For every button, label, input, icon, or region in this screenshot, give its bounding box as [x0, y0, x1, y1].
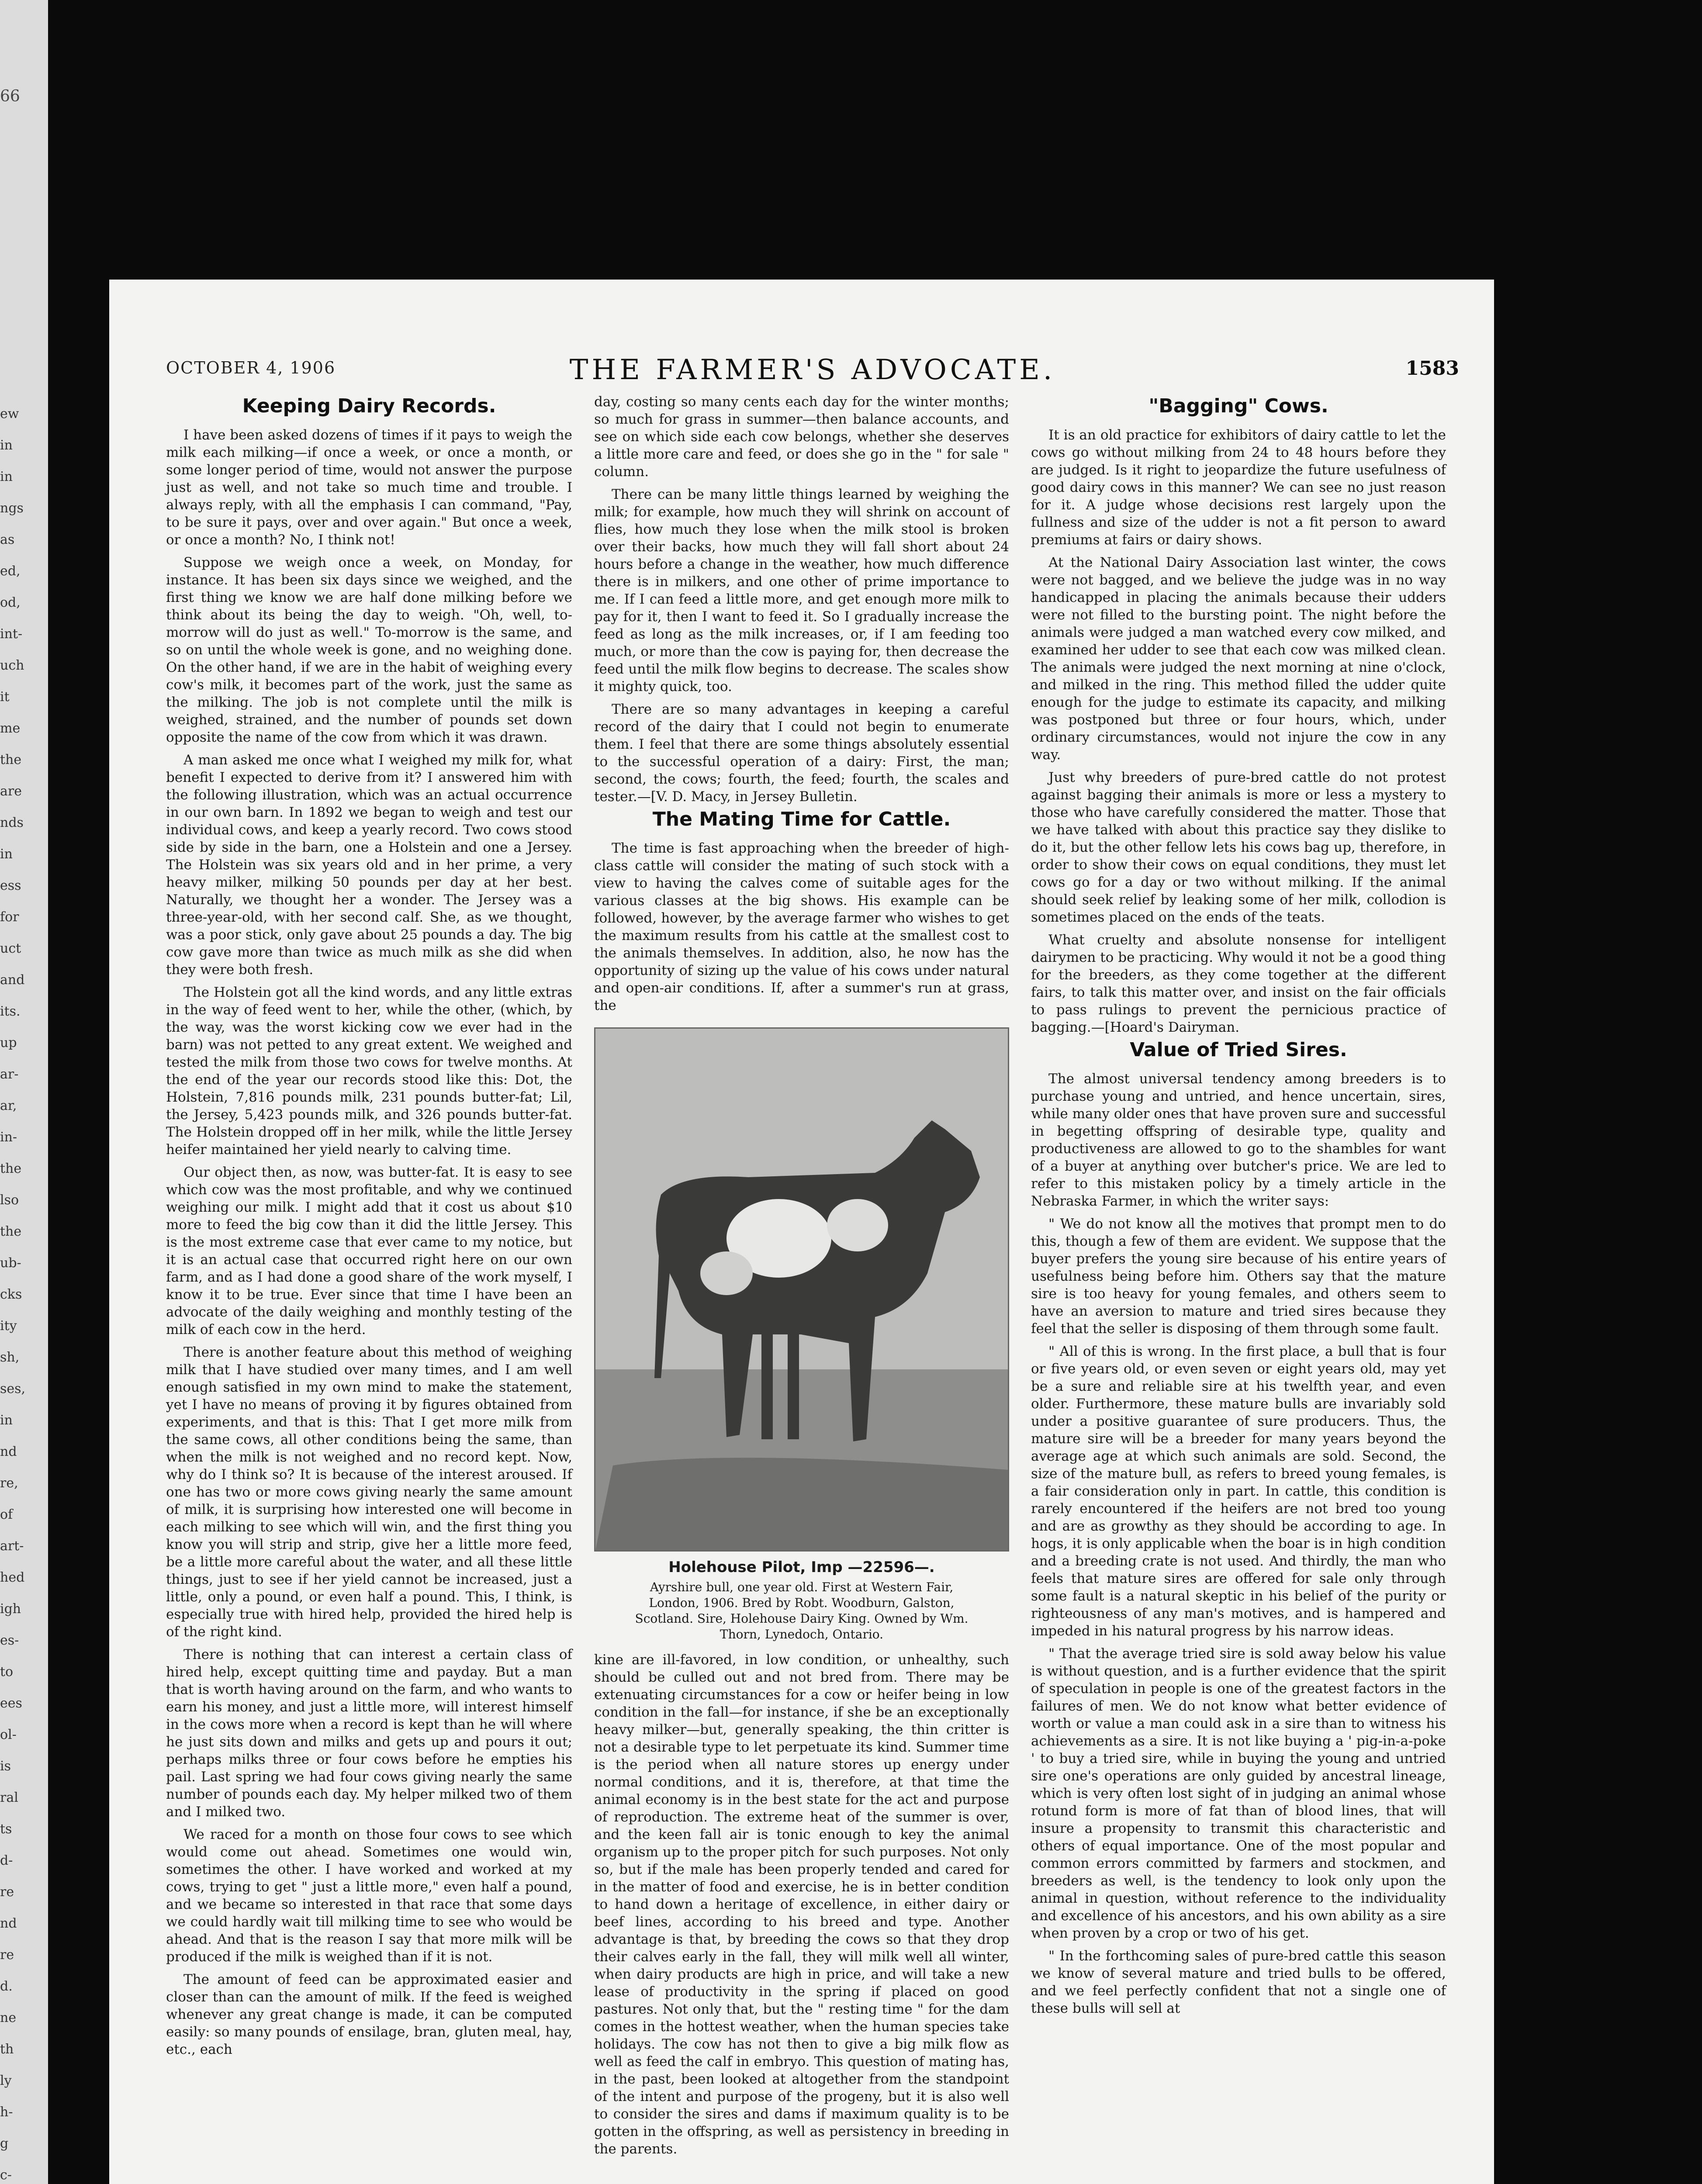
figure-caption-text: Ayrshire bull, one year old. First at Western Fair, London, 1906. Bred by Robt. Woodburn, Galston, Scotland. Sire, Holehouse Dairy King. Owned by Wm. Thorn, Lynedoch, Ontario.: [635, 1580, 969, 1641]
previous-page-fragment: the: [0, 1224, 22, 1239]
previous-page-fragment: ub-: [0, 1255, 21, 1271]
paragraph: " That the average tried sire is sold away below his value is without question, and is a further evidence that the spirit of speculation in people is one of the greatest factors in the failures of men. We do not know what better evidence of worth or value a man could ask in a sire than to witness his achievements as a sire. It is not like buying a ' pig-in-a-poke ' to buy a tried sire, while in buying the young and untried sire one's operations are only guided by ancestral lineage, which is very often lost sight of in judging an animal whose rotund form is more of fat than of blood lines, that will insure a propensity to transmit this characteristic and others of equal importance. One of the most popular and common errors committed by farmers and stockmen, and breeders as well, is the tendency to look only upon the animal in question, without reference to the individuality and excellence of his ancestors, and his own ability as a sire when proven by a crop or two of his get.: [1031, 1646, 1446, 1941]
previous-page-fragment: it: [0, 689, 10, 705]
paragraph: " We do not know all the motives that prompt men to do this, though a few of them are evident. We suppose that the buyer prefers the young sire because of his entire years of usefulness being before him. Others say that the mature sire is too heavy for young females, and others seem to have an aversion to mature and tried sires because they feel that the seller is disposing of them through some fault.: [1031, 1216, 1446, 1337]
paragraph: At the National Dairy Association last winter, the cows were not bagged, and we believe the judge was in no way handicapped in placing the animals because their udders were not filled to the bursting point. The night before the animals were judged a man watched every cow milked, and examined her udder to see that each cow was milked clean. The animals were judged the next morning at nine o'clock, and milked in the ring. This method filled the udder quite enough for the judge to estimate its capacity, and milking was postponed but three or four hours, which, under ordinary circumstances, would not injure the cow in any way.: [1031, 555, 1446, 763]
article-body: [1031, 1070, 1446, 2017]
previous-page-fragment: re: [0, 1884, 14, 1900]
previous-page-fragment: g: [0, 2136, 9, 2151]
article-body: [594, 1651, 1009, 2158]
paragraph: The Holstein got all the kind words, and any little extras in the way of feed went to her, while the other, (which, by the way, was the worst kicking cow we ever had in the barn) was not petted to any great extent. We weighed and tested the milk from those two cows for twelve months. At the end of the year our records stood like this: Dot, the Holstein, 7,816 pounds milk, 231 pounds butter-fat; Lil, the Jersey, 5,423 pounds milk, and 326 pounds butter-fat. The Holstein dropped off in her milk, while the little Jersey heifer maintained her yield nearly to calving time.: [166, 985, 572, 1158]
bull-photograph: [594, 1027, 1009, 1552]
paragraph: There are so many advantages in keeping a careful record of the dairy that I could not begin to enumerate them. I feel that there are some things absolutely essential to the successful operation of a dairy: First, the man; second, the cows; fourth, the feed; fourth, the scales and tester.—[V. D. Macy, in Jersey Bulletin.: [594, 702, 1009, 805]
article-heading-bagging-cows: "Bagging" Cows.: [1149, 395, 1328, 417]
previous-page-fragment: ol-: [0, 1727, 17, 1742]
previous-page-fragment: nd: [0, 1916, 17, 1931]
previous-page-fragment: ar,: [0, 1098, 17, 1113]
previous-page-fragment: ar-: [0, 1067, 19, 1082]
previous-page-fragment: the: [0, 1161, 22, 1176]
previous-page-fragment: in: [0, 469, 13, 484]
article-continuation: [594, 393, 1009, 805]
previous-page-fragment: hed: [0, 1570, 25, 1585]
paragraph: The amount of feed can be approximated easier and closer than can the amount of milk. If the feed is weighed whenever any great change is made, it can be computed easily: so many pounds of ensilage, bran, gluten meal, hay, etc., each: [166, 1972, 572, 2057]
figure: [594, 1027, 1009, 1642]
previous-page-fragment: are: [0, 784, 22, 799]
previous-page-fragment: me: [0, 721, 21, 736]
previous-page-fragment: as: [0, 532, 15, 547]
article-body: [594, 840, 1009, 1014]
previous-page-fragment: nd: [0, 1444, 17, 1459]
paragraph: Just why breeders of pure-bred cattle do not protest against bagging their animals is more or less a mystery to those who have carefully considered the matter. Those that we have talked with about this practice say they dislike to do it, but the other fellow lets his cows bag up, therefore, in order to show their cows on equal conditions, they must let cows go for a day or two without milking. If the animal should seek relief by leaking some of her milk, collodion is sometimes placed on the ends of the teats.: [1031, 770, 1446, 925]
page-number: 1583: [1405, 357, 1459, 380]
previous-page-fragment: h-: [0, 2105, 13, 2120]
previous-page-fragment: re,: [0, 1476, 18, 1491]
column-1: [166, 393, 572, 2184]
paragraph: I have been asked dozens of times if it pays to weigh the milk each milking—if once a week, or once a month, or some longer period of time, would not answer the purpose just as well, and not take so much time and trouble. I always reply, with all the emphasis I can command, "Pay, to be sure it pays, over and over again." But once a week, or once a month? No, I think not!: [166, 427, 572, 548]
paragraph: Our object then, as now, was butter-fat. It is easy to see which cow was the most profitable, and why we continued weighing our milk. I might add that it cost us about $10 more to feed the big cow than it did the little Jersey. This is the most extreme case that ever came to my notice, but it is an actual case that occurred right here on our own farm, and as I had done a good share of the work myself, I know it to be true. Ever since that time I have been an advocate of the daily weighing and monthly testing of the milk of each cow in the herd.: [166, 1165, 572, 1337]
previous-page-fragment: cks: [0, 1287, 22, 1302]
previous-page-fragment: d-: [0, 1853, 13, 1868]
previous-page-fragment: for: [0, 909, 19, 925]
article-heading-keeping-dairy-records: Keeping Dairy Records.: [242, 395, 496, 417]
paragraph: A man asked me once what I weighed my milk for, what benefit I expected to derive from it? I answered him with the following illustration, which was an actual occurrence in our own barn. In 1892 we began to weigh and test our individual cows, and keep a yearly record. Two cows stood side by side in the barn, one a Holstein and one a Jersey. The Holstein was six years old and in her prime, a very heavy milker, milking 50 pounds per day at her best. Naturally, we thought her a wonder. The Jersey was a three-year-old, with her second calf. She, as we thought, was a poor stick, only gave about 25 pounds a day. The big cow gave more than twice as much milk as she did when they were both fresh.: [166, 752, 572, 978]
paragraph: It is an old practice for exhibitors of dairy cattle to let the cows go without milking from 24 to 48 hours before they are judged. Is it right to jeopardize the future usefulness of good dairy cows in this manner? We can see no just reason for it. A judge whose decisions rest largely upon the fullness and size of the udder is not a fit person to award premiums at fairs or dairy shows.: [1031, 427, 1446, 548]
previous-page-fragment: igh: [0, 1601, 21, 1617]
previous-page-fragment: c-: [0, 2167, 12, 2183]
previous-page-fragment: is: [0, 1759, 11, 1774]
previous-page-fragment: in: [0, 438, 13, 453]
previous-page-fragment: ne: [0, 2010, 17, 2025]
paragraph: day, costing so many cents each day for the winter months; so much for grass in summer—then balance accounts, and see on which side each cow belongs, whether she deserves a little more care and feed, or does she go in the " for sale " column.: [594, 394, 1009, 480]
paragraph: There is nothing that can interest a certain class of hired help, except quitting time and payday. But a man that is worth having around on the farm, and who wants to earn his money, and just a little more, will interest himself in the cows more when a record is kept than he will where he just sits down and milks and gets up and pours it out; perhaps milks three or four cows before he empties his pail. Last spring we had four cows giving nearly the same number of pounds each day. My helper milked two of them and I milked two.: [166, 1647, 572, 1820]
previous-page-fragment: ity: [0, 1318, 17, 1334]
previous-page-fragment: uch: [0, 658, 24, 673]
paragraph: We raced for a month on those four cows to see which would come out ahead. Sometimes one would win, sometimes the other. I have worked and worked at my cows, trying to get " just a little more," even half a pound, and we became so interested in that race that some days we could hardly wait till milking time to see who would be ahead. And that is the reason I say that more milk will be produced if the milk is weighed than if it is not.: [166, 1827, 572, 1965]
previous-page-fragment: int-: [0, 626, 23, 642]
previous-page-fragment: lso: [0, 1192, 19, 1208]
article-heading-value-of-tried-sires: Value of Tried Sires.: [1130, 1039, 1347, 1061]
paragraph: " In the forthcoming sales of pure-bred cattle this season we know of several mature and tried bulls to be offered, and we feel perfectly confident that not a single one of these bulls will sell at: [1031, 1948, 1446, 2016]
previous-page-fragment: the: [0, 752, 22, 767]
paragraph: What cruelty and absolute nonsense for intelligent dairymen to be practicing. Why would it not be a good thing for the breeders, as they come together at the different fairs, to talk this matter over, and insist on the fair officials to pass rulings to prevent the pernicious practice of bagging.—[Hoard's Dairyman.: [1031, 932, 1446, 1035]
paragraph: kine are ill-favored, in low condition, or unhealthy, such should be culled out and not bred from. There may be extenuating circumstances for a cow or heifer being in low condition in the fall—for instance, if she be an exceptionally heavy milker—but, generally speaking, the thin critter is not a desirable type to let perpetuate its kind. Summer time is the period when all nature stores up energy under normal conditions, and it is, therefore, at that time the animal economy is in the best state for the act and purpose of reproduction. The extreme heat of the summer is over, and the keen fall air is tonic enough to key the animal organism up to the proper pitch for such purposes. Not only so, but if the male has been properly tended and cared for in the matter of food and exercise, he is in better condition to hand down a heritage of excellence, in either dairy or beef lines, according to his breed and type. Another advantage is that, by breeding the cows so that they drop their calves early in the fall, they will milk well all winter, when dairy products are high in price, and will take a new lease of productivity in the spring if placed on good pastures. Not only that, but the " resting time " for the dam comes in the hottest weather, when the human species take holidays. The cow has not then to give a big milk flow as well as feed the calf in embryo. This question of mating has, in the past, been looked at altogether from the standpoint of the intent and purpose of the progeny, but it is also well to consider the sires and dams if maximum quality is to be gotten in the offspring, as well as persistency in breeding in the parents.: [594, 1652, 1009, 2157]
previous-page-fragment: od,: [0, 595, 21, 610]
previous-page-fragment: ly: [0, 2073, 12, 2088]
previous-page-fragment: d.: [0, 1979, 13, 1994]
paragraph: There is another feature about this method of weighing milk that I have studied over many times, and I am well enough satisfied in my own mind to make the statement, yet I have no means of proving it by figures obtained from experiments, and that is this: That I get more milk from the same cows, all other conditions being the same, than when the milk is not weighed and no record kept. Now, why do I think so? It is because of the interest aroused. If one has two or more cows giving nearly the same amount of milk, it is surprising how interested one will become in each milking to see which will win, and the first thing you know you will strip and strip, give her a little more feed, be a little more careful about the water, and all these little things, just to see if her yield cannot be increased, just a little, only a pound, or even half a pound. This, I think, is especially true with hired help, provided the hired help is of the right kind.: [166, 1344, 572, 1640]
previous-page-fragment: up: [0, 1035, 17, 1051]
page-header: [166, 354, 1459, 384]
paragraph: " All of this is wrong. In the first place, a bull that is four or five years old, or even seven or eight years old, may yet be a sure and reliable sire at his twelfth year, and even older. Furthermore, these mature bulls are invariably sold under a positive guarantee of sure producers. Thus, the mature sire will be a breeder for many years beyond the average age at which such animals are sold. Second, the size of the mature bull, as refers to breed young females, is a fair consideration only in part. In cattle, this condition is rarely encountered if the heifers are not bred too young and are as growthy as they should be according to age. In hogs, it is only applicable when the boar is in high condition and a breeding crate is not used. And thirdly, the man who feels that mature sires are offered for sale only through some fault is a natural skeptic in his belief of the purity or righteousness of any man's motives, and is hampered and impeded in his natural progress by his narrow ideas.: [1031, 1344, 1446, 1639]
article-body: [166, 426, 572, 2058]
previous-page-fragment: nds: [0, 815, 24, 830]
previous-page-fragment: ew: [0, 406, 19, 422]
previous-page-fragment: ess: [0, 878, 21, 893]
previous-page-fragment: ees: [0, 1696, 22, 1711]
previous-page-fragment: ts: [0, 1821, 12, 1837]
previous-page-fragment: its.: [0, 1004, 21, 1019]
paragraph: The time is fast approaching when the breeder of high-class cattle will consider the mating of such stock with a view to having the calves come of suitable ages for the various classes at the big shows. His example can be followed, however, by the average farmer who wishes to get the maximum results from his cattle at the smallest cost to the animals themselves. In addition, also, he now has the opportunity of sizing up the value of his cows under natural and open-air conditions. If, after a summer's run at grass, the: [594, 840, 1009, 1013]
previous-page-fragment: ral: [0, 1790, 18, 1805]
previous-page-fragment: sh,: [0, 1350, 20, 1365]
paragraph: There can be many little things learned by weighing the milk; for example, how much they will shrink on account of flies, how much they lose when the milk stool is broken over their backs, how much they will fall short about 24 hours before a change in the weather, how much difference there is in milkers, and one other of prime importance to me. If I can feed a little more, and get enough more milk to pay for it, then I want to feed it. So I gradually increase the feed as long as the milk increases, or, if I am feeding too much, or more than the cow is paying for, then decrease the feed until the milk flow begins to decrease. The scales show it mighty quick, too.: [594, 487, 1009, 695]
previous-page-fragment: th: [0, 2042, 14, 2057]
previous-page-fragment: in: [0, 1413, 13, 1428]
previous-page-fragment: es-: [0, 1633, 19, 1648]
previous-page-fragment: ses,: [0, 1381, 26, 1396]
article-body: [1031, 426, 1446, 1036]
previous-page-fragment: in: [0, 847, 13, 862]
previous-page-fragment: re: [0, 1947, 14, 1963]
previous-page-fragment: of: [0, 1507, 13, 1522]
article-heading-mating-time: The Mating Time for Cattle.: [652, 808, 951, 830]
previous-page-fragment: to: [0, 1664, 14, 1679]
newspaper-page: [109, 280, 1494, 2184]
previous-page-fragment: in-: [0, 1130, 17, 1145]
column-2: [594, 393, 1009, 2184]
previous-page-folio: 66: [0, 87, 20, 105]
previous-page-fragment: uct: [0, 941, 21, 956]
paragraph: The almost universal tendency among breeders is to purchase young and untried, and hence uncertain, sires, while many older ones that have proven sure and successful in begetting offspring of desirable type, quality and productiveness are allowed to go to the shambles for want of a buyer at anything over butcher's price. We are led to refer to this mistaken policy by a timely article in the Nebraska Farmer, in which the writer says:: [1031, 1071, 1446, 1209]
previous-page-fragment: ngs: [0, 501, 24, 516]
previous-page-fragment: and: [0, 972, 25, 988]
paragraph: Suppose we weigh once a week, on Monday, for instance. It has been six days since we weighed, and the first thing we know we are half done milking before we think about its being the day to weigh. "Oh, well, to-morrow will do just as well." To-morrow is the same, and so on until the whole week is gone, and no weighing done. On the other hand, if we are in the habit of weighing every cow's milk, it becomes part of the work, just the same as the milking. The job is not complete until the milk is weighed, strained, and the number of pounds set down opposite the name of the cow from which it was drawn.: [166, 555, 572, 745]
figure-caption-title: Holehouse Pilot, Imp —22596—.: [668, 1559, 935, 1576]
previous-page-fragment: art-: [0, 1538, 24, 1554]
issue-date: OCTOBER 4, 1906: [166, 358, 336, 377]
previous-page-fragment: ed,: [0, 563, 21, 579]
previous-page-edge: [0, 0, 48, 2184]
masthead-title: THE FARMER'S ADVOCATE.: [569, 354, 1056, 386]
column-3: [1031, 393, 1446, 2184]
